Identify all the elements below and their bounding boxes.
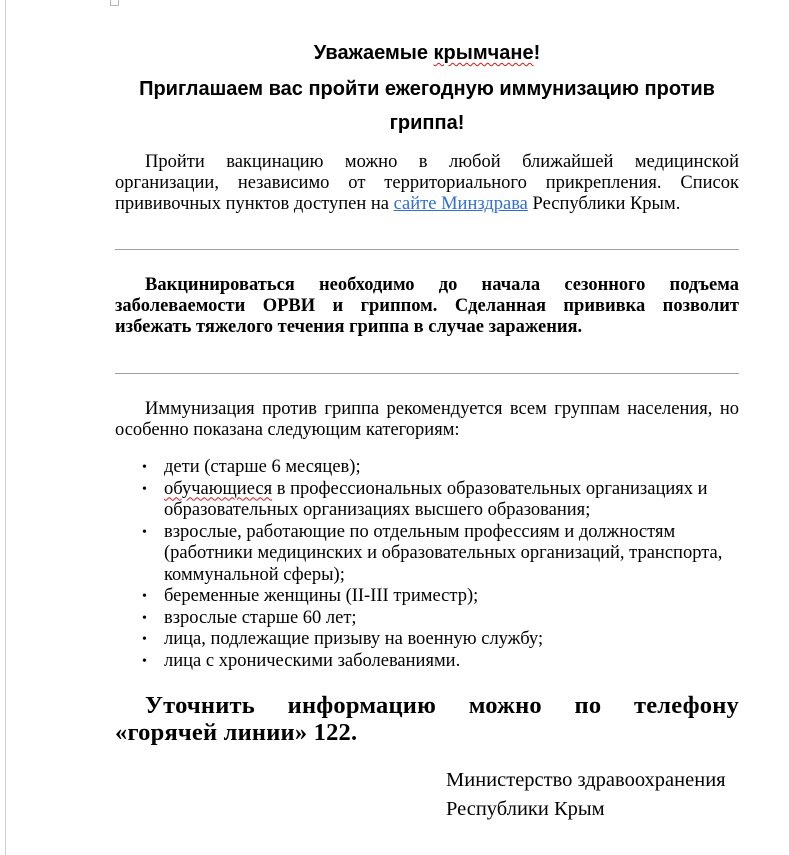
intro-text: Пройти вакцинацию можно в любой ближайшей медицинской организации, независимо от территориального прикрепления. Список прививочных пунктов доступен на bbox=[115, 152, 739, 214]
list-item-spellcheck-word: обучающиеся bbox=[164, 478, 273, 499]
greeting-word: Уважаемые bbox=[313, 42, 428, 64]
greeting-exclamation: ! bbox=[533, 42, 541, 64]
greeting-heading bbox=[115, 38, 739, 68]
list-item bbox=[142, 478, 739, 522]
warning-paragraph: Вакцинироваться необходимо до начала сезонного подъема заболеваемости ОРВИ и гриппом. Сделанная прививка позволит избежать тяжелого течения гриппа в случае заражения. bbox=[115, 275, 739, 337]
category-list bbox=[115, 457, 739, 672]
text-boundary-corner-mark bbox=[110, 0, 119, 6]
signature-block bbox=[446, 766, 739, 824]
page-left-edge bbox=[5, 0, 6, 855]
bullet-icon: • bbox=[142, 524, 147, 540]
bullet-icon: • bbox=[142, 610, 147, 626]
list-item-text: взрослые, работающие по отдельным профессиям и должностям (работники медицинских и образовательных организаций, транспорта, коммунальной сферы); bbox=[164, 521, 723, 585]
list-item-text: лица, подлежащие призыву на военную службу; bbox=[164, 629, 544, 649]
intro-paragraph bbox=[115, 152, 739, 215]
signature-line-2: Республики Крым bbox=[446, 798, 605, 820]
intro-text-end: Республики Крым. bbox=[527, 194, 681, 214]
list-item-text: в профессиональных образовательных организациях и образовательных организациях высшего образования; bbox=[164, 478, 708, 520]
horizontal-divider bbox=[115, 373, 739, 374]
horizontal-divider bbox=[115, 249, 739, 250]
bullet-icon: • bbox=[142, 653, 147, 669]
list-item bbox=[142, 629, 739, 651]
list-item bbox=[142, 586, 739, 608]
ministry-site-link[interactable]: сайте Минздрава bbox=[393, 194, 528, 214]
list-item-text: взрослые старше 60 лет; bbox=[164, 607, 357, 628]
list-item-text: лица с хроническими заболеваниями. bbox=[164, 650, 461, 671]
list-item bbox=[142, 607, 739, 630]
document-body[interactable] bbox=[115, 38, 739, 824]
bullet-icon: • bbox=[142, 481, 147, 497]
signature-line-1: Министерство здравоохранения bbox=[446, 769, 726, 791]
list-item-text: беременные женщины (II-III триместр); bbox=[164, 586, 479, 606]
list-item bbox=[142, 650, 739, 673]
greeting-spellcheck-word: крымчане bbox=[433, 42, 534, 64]
invitation-heading: Приглашаем вас пройти ежегодную иммунизацию против гриппа! bbox=[139, 78, 715, 134]
list-item-text: дети (старше 6 месяцев); bbox=[164, 457, 361, 477]
recommendation-paragraph: Иммунизация против гриппа рекомендуется всем группам населения, но особенно показана следующим категориям: bbox=[115, 399, 739, 440]
hotline-paragraph: Уточнить информацию можно по телефону «горячей линии» 122. bbox=[115, 692, 739, 746]
bullet-icon: • bbox=[142, 589, 147, 604]
bullet-icon: • bbox=[142, 460, 147, 475]
bullet-icon: • bbox=[142, 632, 147, 647]
list-item bbox=[142, 521, 739, 587]
list-item bbox=[142, 457, 739, 479]
